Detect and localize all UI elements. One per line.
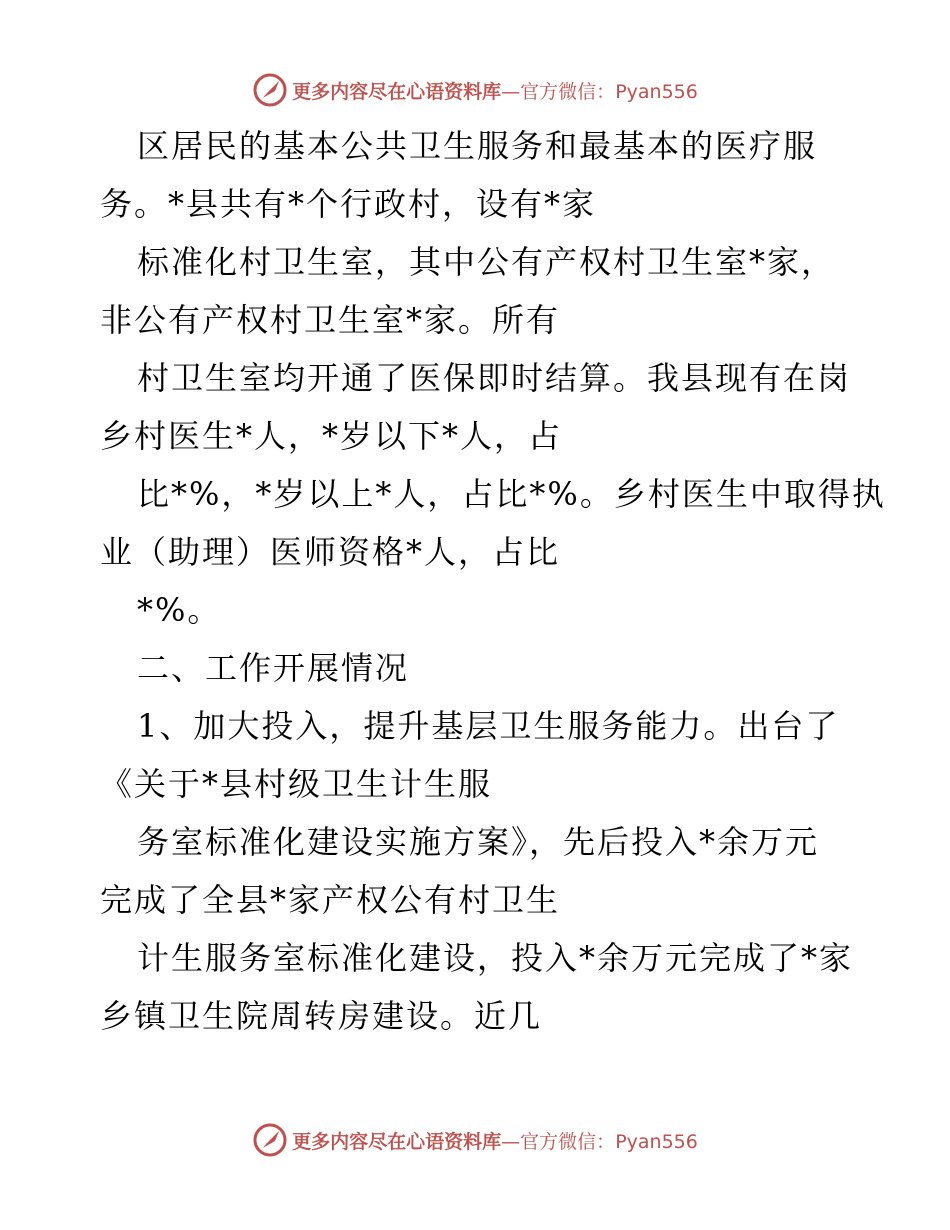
watermark-label: 官方微信： — [520, 1130, 616, 1153]
body-line: 《关于*县村级卫生计生服 — [100, 765, 493, 803]
header-watermark — [0, 70, 950, 110]
body-line: 务。*县共有*个行政村，设有*家 — [100, 185, 597, 223]
body-line: 比*%，*岁以上*人，占比*%。乡村医生中取得执 — [137, 475, 886, 513]
feather-pen-logo-icon — [252, 1122, 288, 1158]
body-line: 1、加大投入，提升基层卫生服务能力。出台了 — [137, 707, 840, 745]
feather-pen-logo-icon — [252, 72, 288, 108]
body-line: 非公有产权村卫生室*家。所有 — [100, 301, 561, 339]
body-line: 标准化村卫生室，其中公有产权村卫生室*家， — [137, 243, 836, 281]
watermark-prefix: 更多内容尽在心语资料库 — [292, 80, 502, 103]
watermark-wechat-id: Pyan556 — [615, 80, 698, 103]
watermark-wechat-id: Pyan556 — [615, 1130, 698, 1153]
body-line: 务室标准化建设实施方案》，先后投入*余万元 — [137, 823, 820, 861]
watermark-label: 官方微信： — [520, 80, 616, 103]
body-line: 村卫生室均开通了医保即时结算。我县现有在岗 — [137, 359, 852, 397]
section-heading: 二、工作开展情况 — [137, 649, 410, 687]
body-line: 区居民的基本公共卫生服务和最基本的医疗服 — [137, 127, 818, 165]
watermark-prefix: 更多内容尽在心语资料库 — [292, 1130, 502, 1153]
body-line: 计生服务室标准化建设，投入*余万元完成了*家 — [137, 939, 854, 977]
body-line: 乡镇卫生院周转房建设。近几 — [100, 997, 543, 1035]
body-line: 乡村医生*人，*岁以下*人，占 — [100, 417, 563, 455]
body-line: *%。 — [137, 591, 222, 629]
body-line: 业（助理）医师资格*人，占比 — [100, 533, 561, 571]
body-line: 完成了全县*家产权公有村卫生 — [100, 881, 561, 919]
footer-watermark — [0, 1120, 950, 1160]
watermark-separator: — — [501, 80, 521, 103]
watermark-separator: — — [501, 1130, 521, 1153]
